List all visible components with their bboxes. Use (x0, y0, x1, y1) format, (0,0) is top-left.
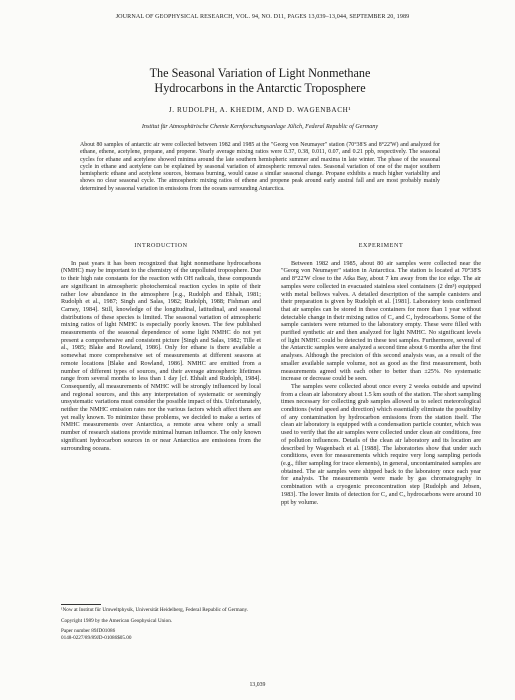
introduction-heading: INTRODUCTION (134, 243, 188, 249)
title-line-2: Hydrocarbons in the Antarctic Troposphere (154, 81, 366, 95)
experiment-paragraph-2: The samples were collected about once every 2 weeks outside and upwind from a clean air laboratory about 1.5 km south of the station. The short sampling times necessary for collecting grab samples allowed us to select meteorological conditions (wind speed and direction) which essentially eliminate the possibility of any contamination by hydrocarbon emissions from the station itself. The clean air laboratory is equipped with a condensation particle counter, which was used to verify that the air samples were collected under clean air conditions, free of pollution influences. Details of the clean air laboratory and its location are described by Wagenbach et al. [1988]. The laboratories show that under such conditions, even for measurements which require very long sampling periods (e.g., filter sampling for trace elements), in general, uncontaminated samples are obtained. The air samples were shipped back to the laboratory once each year for analysis. The measurements were made by gas chromatography in combination with a cryogenic preconcentration step [Rudolph and Jebsen, 1983]. The lower limits of detection for C₂ and C₃ hydrocarbons were around 10 ppt by volume. (281, 382, 481, 506)
footnotes (61, 607, 261, 641)
footnote-rule (61, 604, 101, 605)
right-column (281, 243, 481, 506)
experiment-paragraph-1: Between 1982 and 1985, about 80 air samples were collected near the "Georg von Neumayer" station in Antarctica. The station is located at 70°38'S and 8°22'W close to the Atka Bay, about 7 km away from the ice edge. The air samples were collected in evacuated stainless steel containers (2 dm³) equipped with metal bellows valves. A detailed description of the sample canisters and their preparation is given by Rudolph et al. [1981]. Laboratory tests confirmed that air samples can be stored in these containers for more than 1 year without detectable change in their mixing ratios of C₂ and C₃ hydrocarbons. Some of the sample canisters were returned to the laboratory empty. These were filled with purified synthetic air and then analyzed for light NMHC. No significant levels of light NMHC could be detected in these test samples. Furthermore, several of the Antarctic samples were analyzed a second time about 6 months after the first analyses. Although the precision of this second analysis was, as a result of the smaller available sample volume, not as good as the first measurement, both measurements agreed with each other to better than ±25%. No systematic increase or decrease could be seen. (281, 259, 481, 383)
footnote-copyright: Copyright 1989 by the American Geophysical Union. (61, 617, 173, 624)
experiment-heading: EXPERIMENT (358, 243, 404, 249)
page-number: 13,039 (249, 682, 266, 688)
abstract: About 80 samples of antarctic air were collected between 1982 and 1985 at the "Georg von Neumayer" station (70°38'S and 8°22'W) and analyzed for ethane, ethene, acetylene, propane, and propene. Yearly average mixing ratios were 0.37, 0.38, 0.011, 0.07, and 0.21 ppb, respectively. The seasonal cycles for ethane and acetylene showed minima around the late southern hemispheric summer and maxima in late winter. The phase of the seasonal cycle in ethane and acetylene can be explained by seasonal variation of atmospheric removal rates. Seasonal variation of one of the major southern hemispheric ethane and acetylene sources, biomass burning, would cause a similar seasonal change. Propane exhibits a much higher variability and shows no clear seasonal cycle. The atmospheric mixing ratios of ethene and propene peak around early austral fall and are most probably mainly determined by seasonal variation in emissions from the oceans surrounding Antarctica. (80, 142, 440, 192)
affiliation: Institut für Atmosphärische Chemie Kernforschungsanlage Jülich, Federal Republic of Germany (141, 124, 379, 130)
footnote-issn: 0148-0227/89/89JD-01086$05.00 (61, 634, 132, 641)
running-head: JOURNAL OF GEOPHYSICAL RESEARCH, VOL. 94, NO. D11, PAGES 13,039–13,044, SEPTEMBER 20, 1989 (115, 14, 410, 20)
introduction-paragraph: In past years it has been recognized that light nonmethane hydrocarbons (NMHC) may be important to the chemistry of the unpolluted troposphere. Due to their high rate constants for the reaction with OH radicals, these compounds are significant in atmospheric photochemical reaction cycles in spite of their rather low abundance in the atmosphere [e.g., Rudolph and Ehhalt, 1981; Rudolph et al., 1987; Singh and Salas, 1982; Rudolph, 1988; Fishman and Carney, 1984]. Still, knowledge of the longitudinal, latitudinal, and seasonal distributions of these species is limited. The seasonal variation of atmospheric mixing ratios of light NMHC is especially poorly known. The few published measurements of the seasonal dependence of some light NMHC do not yet present a comprehensive and consistent picture [Singh and Salas, 1982; Tille et al., 1985; Blake and Rowland, 1986]. Only for ethane is there available a somewhat more comprehensive set of measurements at different seasons at remote locations [Blake and Rowland, 1986]. NMHC are emitted from a number of different types of sources, and their average atmospheric lifetimes range from several months to less than 1 day [cf. Ehhalt and Rudolph, 1984]. Consequently, all measurements of NMHC will be strongly influenced by local and regional sources, and this any interpretation of systematic or seemingly unsystematic variations must consider the possible impact of this. Unfortunately, neither the NMHC emission rates nor the various factors which affect them are yet really known. To minimize these problems, we decided to make a series of NMHC measurements over Antarctica, a remote area where only a small number of research stations provide minimal human influence. The only known significant hydrocarbon sources in or near Antarctica are emissions from the surrounding oceans. (61, 259, 261, 452)
title-line-1: The Seasonal Variation of Light Nonmethane (149, 66, 371, 80)
footnote-paper-number: Paper number 89JD01086 (61, 628, 116, 635)
article-title (60, 66, 460, 96)
footnote-affiliation: ¹Now at Institut für Umweltphysik, Universität Heidelberg, Federal Republic of Germany. (61, 607, 249, 613)
left-column (61, 243, 261, 452)
authors: J. RUDOLPH, A. KHEDIM, AND D. WAGENBACH¹ (168, 106, 352, 114)
